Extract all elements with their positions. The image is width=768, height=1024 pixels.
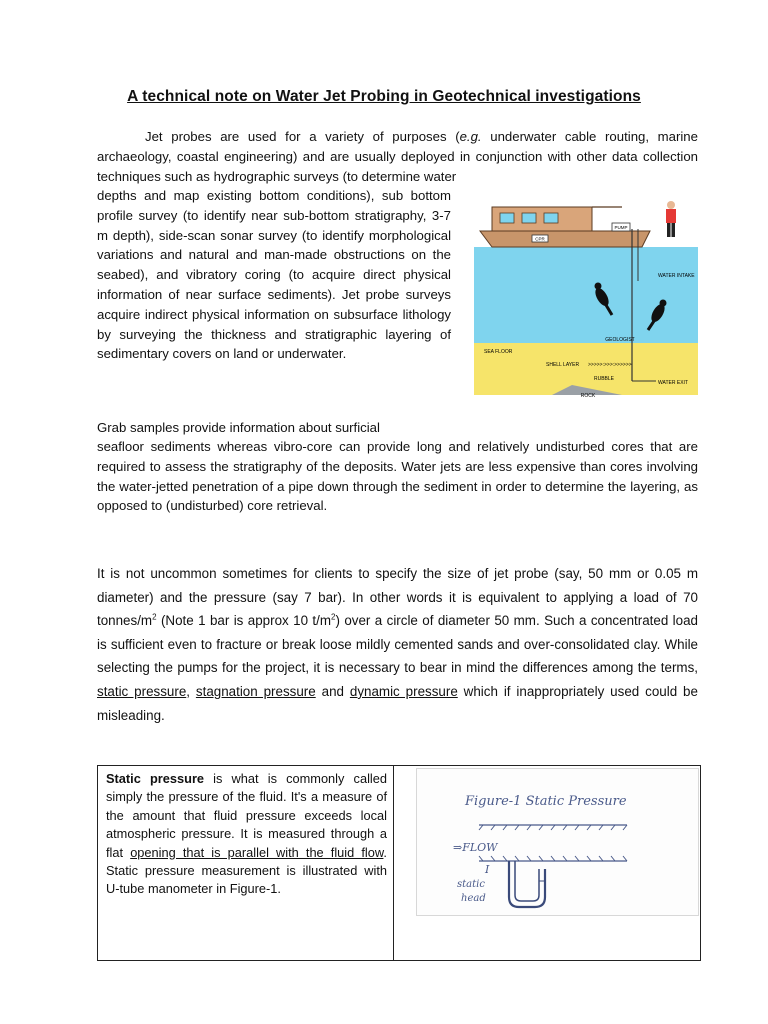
paragraph-grab-samples-head: Grab samples provide information about surficial xyxy=(97,420,380,435)
shell-marks: >>>>>:>>>:>>>>>> xyxy=(588,362,632,368)
static-pressure-sketch-cell xyxy=(395,766,701,960)
static-pressure-definition: Static pressure is what is commonly called simply the pressure of the fluid. It's a measure of the amount that fluid pressure exceeds local atmospheric pressure. It is measured through a flat opening that is parallel with the fluid flow. Static pressure measurement is illustrated with U-tube manometer in Figure-1. xyxy=(106,771,387,897)
paragraph-grab-samples: seafloor sediments whereas vibro-core can provide long and relatively undisturbed cores that are required to assess the stratigraphy of the deposits. Water jets are less expensive than cores involving the water-jetted penetration of a pipe down through the sediment in order to determine the layering, as opposed to (undisturbed) core retrieval. xyxy=(97,439,698,514)
water-intake-label: WATER INTAKE xyxy=(658,273,695,279)
h-label: I xyxy=(485,863,490,876)
rock-label: ROCK xyxy=(580,393,596,399)
term-stagnation-pressure: stagnation pressure xyxy=(195,683,316,699)
water-region xyxy=(474,247,698,343)
water-exit-label: WATER EXIT xyxy=(658,380,688,386)
static-pressure-sketch xyxy=(416,768,699,916)
shell-layer-label: SHELL LAYER xyxy=(546,362,580,368)
geologist-label: GEOLOGIST xyxy=(605,337,635,343)
jet-probing-illustration xyxy=(472,185,700,400)
paragraph-intro-wrapped: depths and map existing bottom conditions), sub bottom profile survey (to identify near sub-bottom stratigraphy, 3-7 m depth), side-scan sonar survey (to identify morphological variations and natural and man-made obstructions on the seabed), and vibratory coring (to acquire direct physical information of near surface sediments). Jet probe surveys acquire indirect physical information on subsurface lithology by surveying the thickness and stratigraphic layering of sedimentary covers on land or underwater. xyxy=(97,188,451,362)
document-title: A technical note on Water Jet Probing in Geotechnical investigations xyxy=(127,88,641,105)
rubble-label: RUBBLE xyxy=(594,376,615,382)
person-head xyxy=(667,201,675,209)
flow-label: ⇒FLOW xyxy=(453,841,498,854)
paragraph-intro: Jet probes are used for a variety of purposes (e.g. underwater cable routing, marine archaeology, coastal engineering) and are usually deployed in conjunction with other data collection techniques such as hydrographic surveys (to determine water xyxy=(97,129,698,184)
boat-hull xyxy=(480,231,650,247)
term-dynamic-pressure: dynamic pressure xyxy=(349,683,458,699)
static-pressure-term: Static pressure xyxy=(106,771,205,786)
static-pressure-definition-cell xyxy=(98,766,394,960)
cpr-label: CPR xyxy=(535,236,545,242)
paragraph-jet-probe-pressure: It is not uncommon sometimes for clients to specify the size of jet probe (say, 50 mm or 0.05 m diameter) and the pressure (say 7 bar). In other words it is equivalent to applying a load of 70 tonnes/$m^2$ (Note 1 bar is approx 10 $t/m^2$) over a circle of diameter 50 mm. Such a concentrated load is sufficient even to fracture or break loose mildly cemented sands and over-consolidated clay. While selecting the pumps for the project, it is necessary to bear in mind the differences among the terms, static pressure, stagnation pressure and dynamic pressure which if inappropriately used could be misleading. xyxy=(97,566,698,723)
head-label: head xyxy=(461,893,486,904)
sketch-caption: Figure-1 Static Pressure xyxy=(465,794,627,809)
pump-label: PUMP xyxy=(614,225,628,230)
term-static-pressure: static pressure xyxy=(97,683,187,699)
sea-floor-label: SEA FLOOR xyxy=(484,349,513,355)
person-body xyxy=(666,209,676,223)
static-pressure-table xyxy=(97,765,701,961)
static-label: static xyxy=(457,879,485,890)
